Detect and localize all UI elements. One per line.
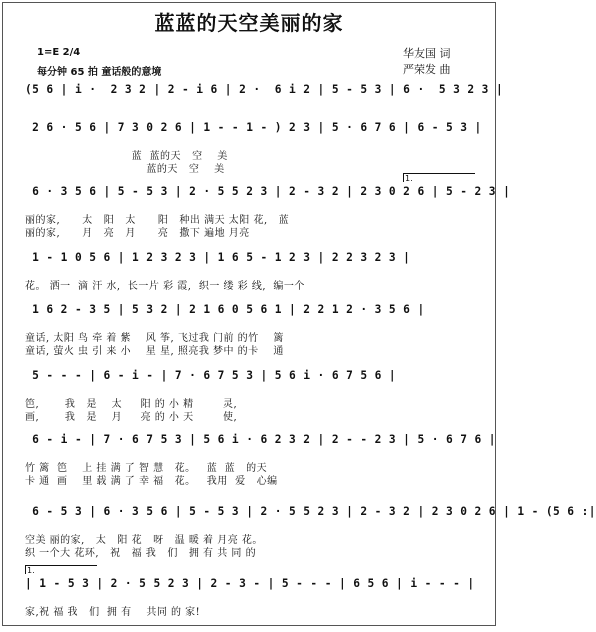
tempo-mood: 每分钟 65 拍 童话般的意境: [37, 67, 162, 78]
lyric-verse-1: 蓝 蓝的天 空 美: [25, 151, 228, 162]
lyric-verse-2: 画, 我 是 月 亮 的 小 天 使,: [25, 412, 238, 423]
notation-line: 6 · 3 5 6 | 5 - 5 3 | 2 · 5 5 2 3 | 2 - 3 2 | 2 3 0 2 6 | 5 - 2 3 |: [25, 185, 511, 198]
notation-line: 6 - i - | 7 · 6 7 5 3 | 5 6 i · 6 2 3 2 | 2 - - 2 3 | 5 · 6 7 6 |: [25, 433, 496, 446]
lyric-verse-1: 笆, 我 是 太 阳 的 小 精 灵,: [25, 399, 238, 410]
lyric-verse-1: 丽的家, 太 阳 太 阳 种出 满天 太阳 花, 蓝: [25, 215, 290, 226]
lyric-verse-1: 竹 篱 笆 上 挂 满 了 智 慧 花。 蓝 蓝 的天: [25, 463, 268, 474]
second-ending-bracket: 1.: [25, 565, 97, 574]
lyricist: 华友国 词: [403, 47, 451, 60]
score-page: [2, 2, 596, 626]
notation-line: 1 - 1 0 5 6 | 1 2 3 2 3 | 1 6 5 - 1 2 3 | 2 2 3 2 3 |: [25, 251, 411, 264]
notation-line: 6 - 5 3 | 6 · 3 5 6 | 5 - 5 3 | 2 · 5 5 2 3 | 2 - 3 2 | 2 3 0 2 6 | 1 - (5 6 :|: [25, 505, 596, 518]
lyric-verse-1: 花。 洒一 滴 汗 水, 长一片 彩 霞, 织一 缕 彩 线, 编一个: [25, 281, 305, 292]
notation-line: 2 6 · 5 6 | 7 3 0 2 6 | 1 - - 1 - ) 2 3 | 5 · 6 7 6 | 6 - 5 3 |: [25, 121, 482, 134]
lyric-verse-1: 空美 丽的家, 太 阳 花 呀 温 暖 着 月亮 花。: [25, 535, 263, 546]
lyric-verse-2: 丽的家, 月 亮 月 亮 撒下 遍地 月亮: [25, 228, 250, 239]
lyric-verse-2: 卡 通 画 里 载 满 了 幸 福 花。 我用 爱 心编: [25, 476, 278, 487]
key-signature: 1=E 2/4: [37, 47, 81, 58]
song-title: 蓝蓝的天空美丽的家: [154, 11, 344, 35]
lyric-verse-1: 家,祝 福 我 们 拥 有 共同 的 家!: [25, 607, 201, 618]
notation-line: (5 6 | i · 2 3 2 | 2 - i 6 | 2 · 6 i 2 | 5 - 5 3 | 6 · 5 3 2 3 |: [25, 83, 504, 96]
notation-line: 5 - - - | 6 - i - | 7 · 6 7 5 3 | 5 6 i · 6 7 5 6 |: [25, 369, 397, 382]
composer: 严荣发 曲: [403, 63, 451, 76]
first-ending-bracket: 1.: [403, 173, 475, 182]
lyric-verse-2: 蓝的天 空 美: [25, 164, 225, 175]
lyric-verse-2: 童话, 萤火 虫 引 来 小 星 星, 照亮我 梦中 的卡 通: [25, 346, 284, 357]
notation-line: 1 6 2 - 3 5 | 5 3 2 | 2 1 6 0 5 6 1 | 2 2 1 2 · 3 5 6 |: [25, 303, 425, 316]
lyric-verse-1: 童话, 太阳 鸟 牵 着 紫 风 筝, 飞过我 门前 的竹 篱: [25, 333, 284, 344]
lyric-verse-2: 织 一个大 花环, 祝 福 我 们 拥 有 共 同 的: [25, 548, 257, 559]
notation-line: | 1 - 5 3 | 2 · 5 5 2 3 | 2 - 3 - | 5 - - - | 6 5 6 | i - - - |: [25, 577, 475, 590]
